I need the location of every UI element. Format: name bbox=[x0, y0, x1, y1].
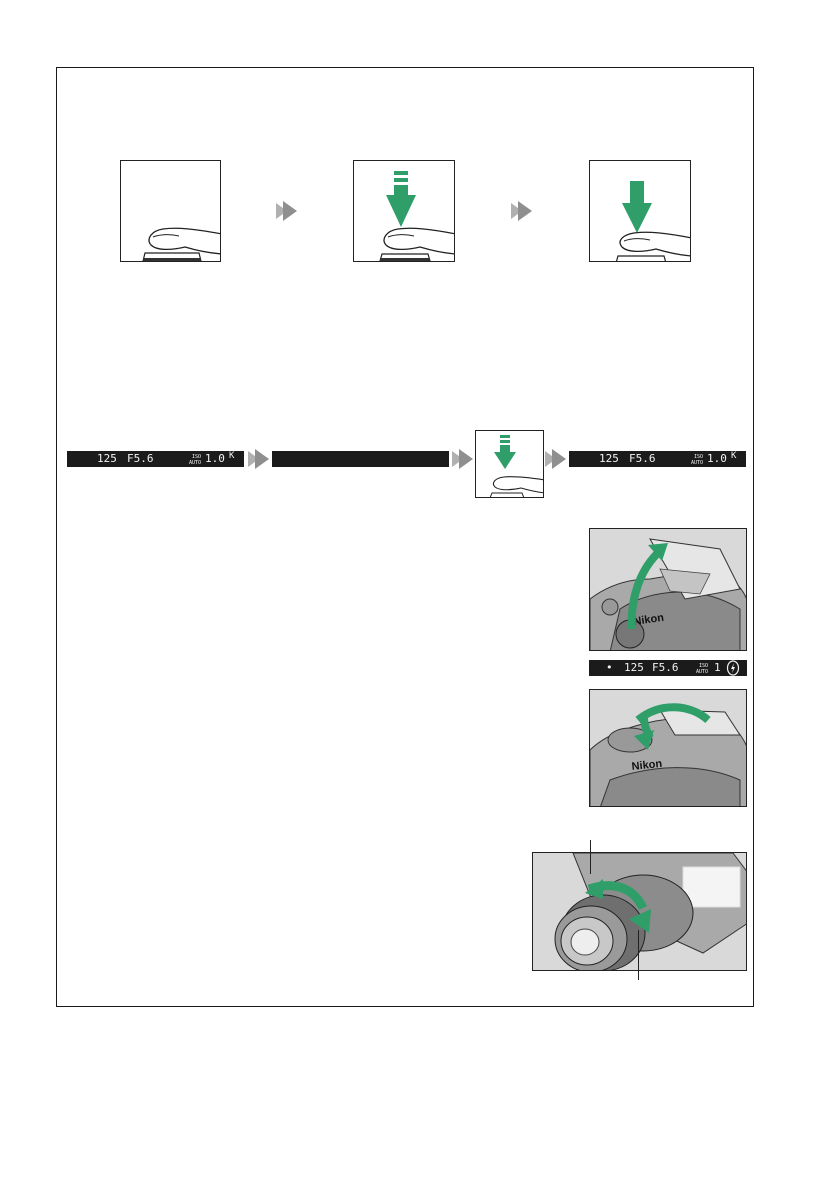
full-press-arrow-icon bbox=[590, 161, 691, 262]
flash-ready-icon bbox=[726, 660, 740, 676]
iso-auto-label: AUTO bbox=[696, 669, 709, 675]
callout-line-top bbox=[590, 840, 591, 874]
half-press-arrow-icon bbox=[354, 161, 455, 262]
shutter-half-press-panel-small bbox=[475, 430, 544, 498]
shutter-half-press-panel bbox=[353, 160, 455, 262]
viewfinder-display-blank bbox=[272, 451, 449, 467]
flash-raise-photo bbox=[589, 528, 747, 651]
nikon-logo: Nikon bbox=[632, 611, 665, 628]
callout-line-bottom bbox=[638, 930, 639, 980]
flash-lower-photo bbox=[589, 689, 747, 807]
nikon-logo: Nikon bbox=[631, 757, 663, 773]
remaining-suffix: K bbox=[731, 451, 737, 461]
half-press-arrow-icon bbox=[476, 431, 544, 498]
iso-label: ISO bbox=[192, 454, 202, 460]
shutter-speed-value: 125 bbox=[97, 452, 117, 465]
aperture-value: F5.6 bbox=[127, 452, 154, 465]
flash-ready-display bbox=[589, 660, 747, 676]
next-step-arrow-icon bbox=[246, 446, 272, 472]
shutter-released-panel bbox=[120, 160, 221, 262]
next-step-arrow-icon bbox=[274, 198, 300, 224]
iso-label: ISO bbox=[694, 454, 704, 460]
iso-auto-label: AUTO bbox=[189, 460, 202, 466]
shutter-full-press-panel bbox=[589, 160, 691, 262]
next-step-arrow-icon bbox=[543, 446, 569, 472]
compensation-value: 1 bbox=[714, 661, 721, 674]
next-step-arrow-icon bbox=[450, 446, 476, 472]
iso-auto-label: AUTO bbox=[691, 460, 704, 466]
aperture-value: F5.6 bbox=[652, 661, 679, 674]
compensation-value: 1.0 bbox=[707, 452, 727, 465]
iso-label: ISO bbox=[699, 663, 709, 669]
viewfinder-display bbox=[569, 451, 746, 467]
shutter-speed-value: 125 bbox=[599, 452, 619, 465]
shutter-speed-value: 125 bbox=[624, 661, 644, 674]
remaining-suffix: K bbox=[229, 451, 235, 461]
zoom-ring-photo bbox=[532, 852, 747, 971]
compensation-value: 1.0 bbox=[205, 452, 225, 465]
next-step-arrow-icon bbox=[509, 198, 535, 224]
finger-on-button-icon bbox=[121, 161, 221, 262]
viewfinder-display bbox=[67, 451, 244, 467]
aperture-value: F5.6 bbox=[629, 452, 656, 465]
indicator-dot: • bbox=[606, 661, 613, 674]
